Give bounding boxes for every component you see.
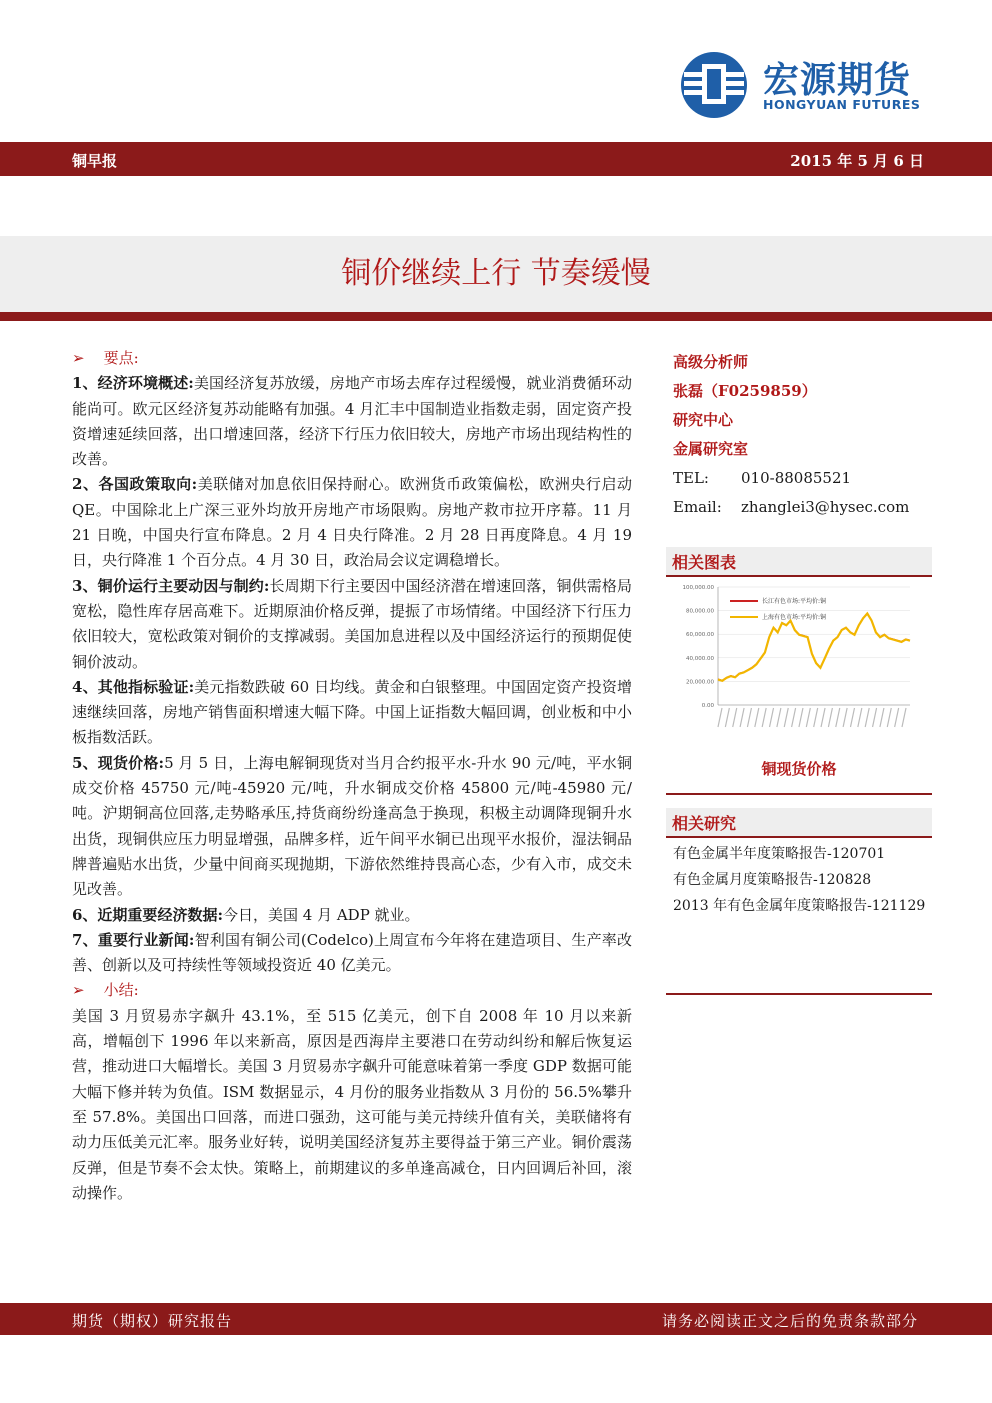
- summary-heading: [72, 978, 632, 1003]
- x-tick-mark: [887, 708, 891, 727]
- point-item: [72, 928, 632, 979]
- related-research-title: 相关研究: [672, 814, 737, 833]
- x-tick-mark: [902, 708, 906, 727]
- point-body: 美联储对加息依旧保持耐心。欧洲货币政策偏松，欧洲央行启动 QE。中国除北上广深三亚外均放开房地产市场限购。房地产救市拉开序幕。11 月 21 日晚，中国央行宣布降息。2 月 4 日央行降准。2 月 28 日再度降息。4 月 19 日，央行降准 1 个百分点。4 月 30 日，政治局会议定调稳增长。: [72, 475, 632, 570]
- point-heading: 5、现货价格:: [72, 753, 165, 772]
- point-item: [72, 903, 632, 928]
- x-tick-mark: [806, 708, 810, 727]
- email-label: Email:: [673, 498, 722, 516]
- x-tick-mark: [858, 708, 862, 727]
- x-tick-mark: [792, 708, 796, 727]
- arrow-bullet-icon: ➢: [72, 981, 85, 1000]
- x-tick-mark: [770, 708, 774, 727]
- title-divider: [0, 312, 992, 321]
- x-tick-mark: [828, 708, 832, 727]
- related-chart-header: [666, 547, 932, 577]
- logo-name-cn: 宏源期货: [763, 60, 912, 101]
- tel-value: 010-88085521: [741, 469, 852, 487]
- footer-disclaimer: 请务必阅读正文之后的免责条款部分: [661, 1312, 918, 1330]
- x-tick-mark: [725, 708, 729, 727]
- x-tick-mark: [755, 708, 759, 727]
- analyst-info: [673, 348, 933, 522]
- point-item: [72, 675, 632, 751]
- point-body: 5 月 5 日，上海电解铜现货对当月合约报平水-升水 90 元/吨，平水铜成交价格 45750 元/吨-45920 元/吨，升水铜成交价格 45800 元/吨-45980 元/吨。沪期铜高位回落,走势略承压,持货商纷纷逢高急于换现，积极主动调降现铜升水出货，现铜供应压力明显增强，品牌多样，近午间平水铜已出现平水报价，湿法铜品牌普遍贴水出货，少量中间商买现抛期，下游依然维持畏高心态，少有入市，成交未见改善。: [72, 753, 632, 899]
- analyst-dept: 研究中心: [673, 411, 734, 429]
- x-tick-mark: [880, 708, 884, 727]
- x-tick-mark: [873, 708, 877, 727]
- legend-label: 上海有色市场:平均价:铜: [762, 614, 827, 621]
- report-date: 2015 年 5 月 6 日: [790, 152, 924, 170]
- tel-label: TEL:: [673, 469, 709, 487]
- analyst-email: [673, 493, 933, 522]
- point-item: [72, 472, 632, 573]
- x-tick-mark: [836, 708, 840, 727]
- y-tick-label: 0.00: [701, 703, 714, 709]
- x-tick-mark: [733, 708, 737, 727]
- point-heading: 3、铜价运行主要动因与制约:: [72, 576, 270, 595]
- x-tick-mark: [762, 708, 766, 727]
- y-tick-label: 100,000.00: [682, 585, 714, 591]
- footer-report-type: 期货（期权）研究报告: [72, 1312, 233, 1330]
- point-body: 今日，美国 4 月 ADP 就业。: [222, 905, 420, 924]
- research-divider: [666, 993, 932, 995]
- report-type: 铜早报: [72, 152, 118, 170]
- point-heading: 6、近期重要经济数据:: [72, 905, 223, 924]
- y-tick-label: 80,000.00: [686, 608, 714, 615]
- series-line: [718, 614, 910, 681]
- point-heading: 2、各国政策取向:: [72, 475, 198, 494]
- chart-caption: 铜现货价格: [761, 760, 837, 778]
- summary-text: 美国 3 月贸易赤字飙升 43.1%，至 515 亿美元，创下自 2008 年 10 月以来新高，增幅创下 1996 年以来新高，原因是西海岸主要港口在劳动纠纷和解后恢复运营，推动进口大幅增长。美国 3 月贸易赤字飙升可能意味着第一季度 GDP 数据可能大幅下修并转为负值。ISM 数据显示，4 月份的服务业指数从 3 月份的 56.5%攀升至 57.8%。美国出口回落，而进口强劲，这可能与美元持续升值有关，美联储将有动力压低美元汇率。服务业好转，说明美国经济复苏主要得益于第三产业。铜价震荡反弹，但是节奏不会太快。策略上，前期建议的多单逢高减仓，日内回调后补回，滚动操作。: [72, 1006, 632, 1202]
- point-body: 智利国有铜公司(Codelco)上周宣布今年将在建造项目、生产率改善、创新以及可持续性等领域投资近 40 亿美元。: [72, 930, 632, 975]
- x-tick-mark: [850, 708, 854, 727]
- point-heading: 4、其他指标验证:: [72, 677, 195, 696]
- y-tick-label: 40,000.00: [686, 655, 714, 662]
- research-item[interactable]: 2013 年有色金属年度策略报告-121129: [673, 898, 926, 914]
- research-item[interactable]: 有色金属月度策略报告-120828: [673, 872, 872, 888]
- x-tick-mark: [895, 708, 899, 727]
- point-body: 长周期下行主要因中国经济潜在增速回落，铜供需格局宽松，隐性库存居高难下。近期原油价格反弹，提振了市场情绪。中国经济下行压力依旧较大，宽松政策对铜价的支撑减弱。美国加息进程以及中国经济运行的预期促使铜价波动。: [72, 576, 632, 671]
- logo-name-en: HONGYUAN FUTURES: [763, 97, 921, 112]
- point-heading: 7、重要行业新闻:: [72, 930, 195, 949]
- analyst-name: 张磊（F0259859）: [673, 382, 817, 400]
- point-body: 美国经济复苏放缓，房地产市场去库存过程缓慢，就业消费循环动能尚可。欧元区经济复苏动能略有加强。4 月汇丰中国制造业指数走弱，固定资产投资增速延续回落，出口增速回落，经济下行压力依旧较大，房地产市场出现结构性的改善。: [72, 374, 632, 469]
- y-tick-label: 20,000.00: [686, 679, 714, 686]
- point-item: [72, 371, 632, 472]
- related-chart-title: 相关图表: [672, 553, 737, 572]
- points-heading: [72, 346, 632, 371]
- x-tick-mark: [843, 708, 847, 727]
- related-research-header: [666, 808, 932, 838]
- x-tick-mark: [718, 708, 722, 727]
- copper-price-chart: [666, 577, 932, 757]
- page-title: 铜价继续上行 节奏缓慢: [341, 256, 651, 291]
- x-tick-mark: [784, 708, 788, 727]
- arrow-bullet-icon: ➢: [72, 349, 85, 367]
- research-item[interactable]: 有色金属半年度策略报告-120701: [673, 846, 886, 862]
- x-tick-mark: [747, 708, 751, 727]
- x-tick-mark: [740, 708, 744, 727]
- point-item: [72, 574, 632, 675]
- main-content: [72, 346, 632, 1206]
- email-value[interactable]: zhanglei3@hysec.com: [741, 498, 910, 516]
- point-item: [72, 751, 632, 903]
- points-label: 要点:: [103, 349, 139, 367]
- research-list: [673, 841, 933, 919]
- y-tick-label: 60,000.00: [686, 632, 714, 639]
- x-tick-mark: [799, 708, 803, 727]
- x-tick-mark: [814, 708, 818, 727]
- analyst-title: 高级分析师: [673, 353, 749, 371]
- analyst-tel: [673, 464, 933, 493]
- analyst-lab: 金属研究室: [673, 440, 749, 458]
- x-tick-mark: [821, 708, 825, 727]
- point-body: 美元指数跌破 60 日均线。黄金和白银整理。中国固定资产投资增速继续回落，房地产销售面积增速大幅下降。中国上证指数大幅回调，创业板和中小板指数活跃。: [72, 677, 632, 747]
- legend-label: 长江有色市场:平均价:铜: [762, 598, 827, 605]
- x-tick-mark: [777, 708, 781, 727]
- x-tick-mark: [865, 708, 869, 727]
- summary-label: 小结:: [103, 981, 139, 1000]
- point-heading: 1、经济环境概述:: [72, 374, 194, 393]
